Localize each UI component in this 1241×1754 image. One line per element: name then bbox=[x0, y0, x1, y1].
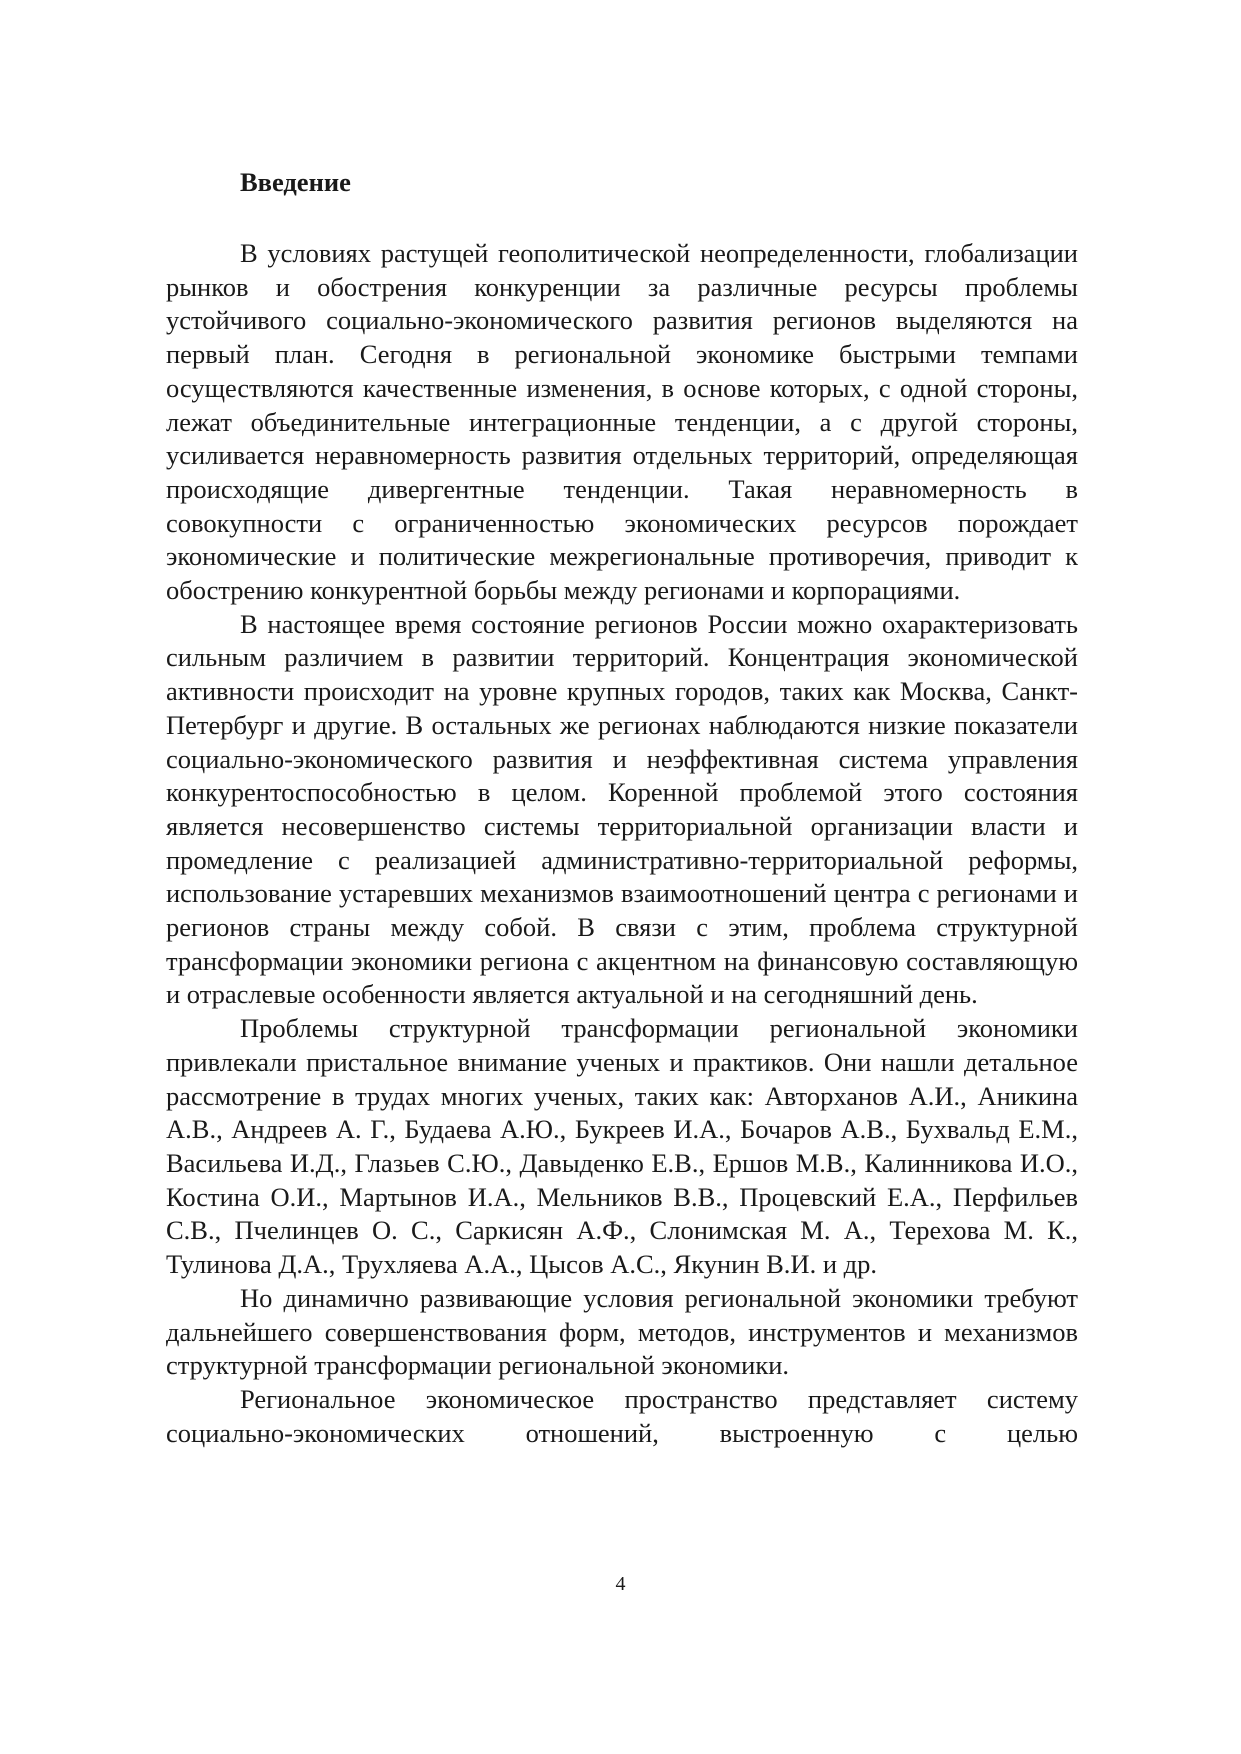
paragraph-regions-state: В настоящее время состояние регионов России можно охарактеризовать сильным различием в развитии территорий. Концентрация экономической активности происходит на уровне крупных городов, таких как Москва, Санкт-Петербург и другие. В остальных же регионах наблюдаются низкие показатели социально-экономического развития и неэффективная система управления конкурентоспособностью в целом. Коренной проблемой этого состояния является несовершенство системы территориальной организации власти и промедление с реализацией административно-территориальной реформы, использование устаревших механизмов взаимоотношений центра с регионами и регионов страны между собой. В связи с этим, проблема структурной трансформации экономики региона с акцентном на финансовую составляющую и отраслевые особенности является актуальной и на сегодняшний день. bbox=[166, 608, 1078, 1010]
paragraph-intro: В условиях растущей геополитической неопределенности, глобализации рынков и обострения конкуренции за различные ресурсы проблемы устойчивого социально-экономического развития регионов выделяются на первый план. Сегодня в региональной экономике быстрыми темпами осуществляются качественные изменения, в основе которых, с одной стороны, лежат объединительные интеграционные тенденции, а с другой стороны, усиливается неравномерность развития отдельных территорий, определяющая происходящие дивергентные тенденции. Такая неравномерность в совокупности с ограниченностью экономических ресурсов порождает экономические и политические межрегиональные противоречия, приводит к обострению конкурентной борьбы между регионами и корпорациями. bbox=[166, 238, 1078, 606]
paragraph-economic-space: Региональное экономическое пространство представляет систему социально-экономических отношений, выстроенную с целью bbox=[166, 1383, 1078, 1448]
page-number: 4 bbox=[615, 1573, 626, 1595]
heading-spacer bbox=[166, 200, 1078, 237]
paragraph-conditions: Но динамично развивающие условия региональной экономики требуют дальнейшего совершенствования форм, методов, инструментов и механизмов структурной трансформации региональной экономики. bbox=[166, 1282, 1078, 1381]
paragraph-researchers: Проблемы структурной трансформации региональной экономики привлекали пристальное внимание ученых и практиков. Они нашли детальное рассмотрение в трудах многих ученых, таких как: Авторханов А.И., Аникина А.В., Андреев А. Г., Будаева А.Ю., Букреев И.А., Бочаров А.В., Бухвальд Е.М., Васильева И.Д., Глазьев С.Ю., Давыденко Е.В., Ершов М.В., Калинникова И.О., Костина О.И., Мартынов И.А., Мельников В.В., Процевский Е.А., Перфильев С.В., Пчелинцев О. С., Саркисян А.Ф., Слонимская М. А., Терехова М. К., Тулинова Д.А., Трухляева А.А., Цысов А.С., Якунин В.И. и др. bbox=[166, 1013, 1078, 1280]
section-heading: Введение bbox=[240, 167, 351, 197]
page-content bbox=[166, 166, 1078, 1450]
